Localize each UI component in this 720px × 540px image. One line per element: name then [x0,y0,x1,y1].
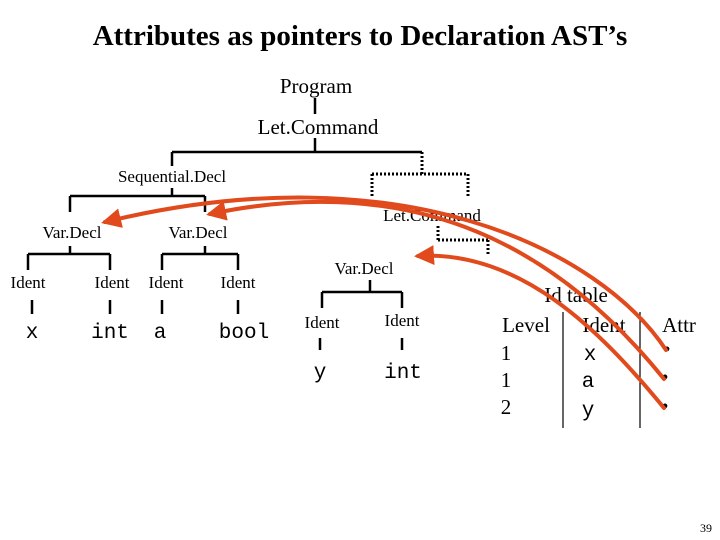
id-table-row [501,367,669,394]
id-table-row [501,339,671,367]
slide-title: Attributes as pointers to Declaration AST’s [92,20,628,52]
id-table-cell-ident: y [581,400,595,423]
id-table [501,283,696,428]
id-table-cell-level: 1 [500,341,512,365]
id-table-cell-ident: a [581,371,595,394]
page-number: 39 [700,521,712,535]
node-program: Program [279,74,353,98]
id-table-title: Id table [544,283,608,307]
node-var-decl-a: Var.Decl [168,223,228,242]
id-table-cell-ident: x [583,344,597,367]
id-table-cell-attr: • [663,339,671,361]
leaf-int: int [91,322,129,345]
node-var-decl-y: Var.Decl [334,259,394,278]
id-table-cell-attr: • [661,396,669,418]
node-ident-bool: Ident [220,273,256,292]
leaf-x: x [25,322,39,345]
id-table-header-level: Level [502,313,550,337]
id-table-row [501,395,669,423]
node-var-decl-x: Var.Decl [42,223,102,242]
node-let-command-inner: Let.Command [383,206,481,225]
leaf-bool: bool [218,322,270,345]
id-table-cell-level: 2 [500,395,512,419]
node-ident-int: Ident [94,273,130,292]
id-table-cell-attr: • [661,367,669,389]
leaf-int2: int [384,362,422,385]
leaf-y: y [313,362,327,385]
node-ident-a: Ident [148,273,184,292]
leaf-a: a [153,322,167,345]
id-table-header-ident: Ident [582,313,626,337]
node-ident-y: Ident [304,313,340,332]
id-table-cell-level: 1 [500,368,512,392]
node-ident-x: Ident [10,273,46,292]
node-let-command-top: Let.Command [257,115,379,139]
node-sequential-decl: Sequential.Decl [117,167,227,186]
id-table-header-attr: Attr [662,313,696,337]
node-ident-int2: Ident [384,311,420,330]
